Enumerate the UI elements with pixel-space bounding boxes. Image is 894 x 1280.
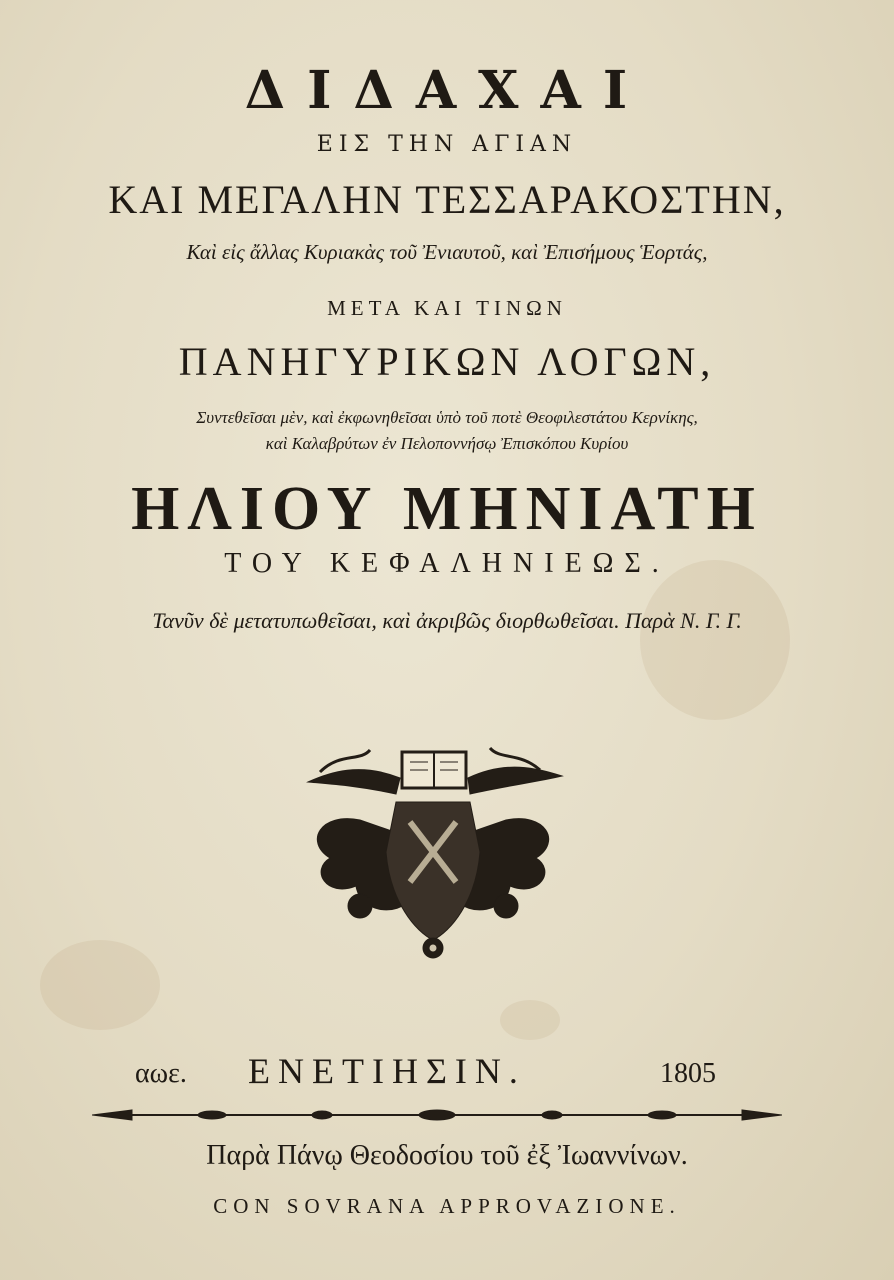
subtitle-line-5: ΜΕΤΑ ΚΑΙ ΤΙΝΩΝ xyxy=(327,296,567,320)
stain xyxy=(640,560,790,720)
author-origin: ΤΟΥ ΚΕΦΑΛΗΝΙΕΩΣ. xyxy=(224,548,670,579)
book-and-foliage-vignette-icon xyxy=(300,742,566,964)
page-title: ΔΙΔΑΧΑΙ xyxy=(244,60,650,121)
description-line-2: καὶ Καλαβρύτων ἐν Πελοποννήσῳ Ἐπισκόπου Κυρίου xyxy=(265,434,629,453)
stain xyxy=(500,1000,560,1040)
approval-line: CON SOVRANA APPROVAZIONE. xyxy=(213,1194,681,1218)
stain xyxy=(40,940,160,1030)
printer-line: Παρὰ Πάνῳ Θεοδοσίου τοῦ ἐξ Ἰωαννίνων. xyxy=(206,1140,688,1171)
subtitle-line-6: ΠΑΝΗΓΥΡΙΚΩΝ ΛΟΓΩΝ, xyxy=(178,339,716,384)
subtitle-line-4: Καὶ εἰς ἄλλας Κυριακὰς τοῦ Ἐνιαυτοῦ, καὶ Ἐπισήμους Ἑορτάς, xyxy=(186,240,708,264)
edition-note: Τανῦν δὲ μετατυπωθεῖσαι, καὶ ἀκριβῶς διορθωθεῖσαι. Παρὰ Ν. Γ. Γ. xyxy=(152,608,742,633)
author-name: ΗΛΙΟΥ ΜΗΝΙΑΤΗ xyxy=(131,475,763,543)
imprint-line xyxy=(0,1050,894,1100)
imprint-city: ΕΝΕΤΙΗΣΙΝ. xyxy=(248,1051,526,1091)
imprint-greek-year: αωε. xyxy=(135,1058,187,1089)
subtitle-line-3: ΚΑΙ ΜΕΓΑΛΗΝ ΤΕΣΣΑΡΑΚΟΣΤΗΝ, xyxy=(108,177,786,222)
ornamental-rule-icon xyxy=(92,1106,782,1124)
imprint-year: 1805 xyxy=(660,1058,716,1089)
description-line-1: Συντεθεῖσαι μὲν, καὶ ἐκφωνηθεῖσαι ὑπὸ τοῦ ποτὲ Θεοφιλεστάτου Κερνίκης, xyxy=(196,408,698,427)
subtitle-line-2: ΕΙΣ ΤΗΝ ΑΓΙΑΝ xyxy=(316,132,578,157)
